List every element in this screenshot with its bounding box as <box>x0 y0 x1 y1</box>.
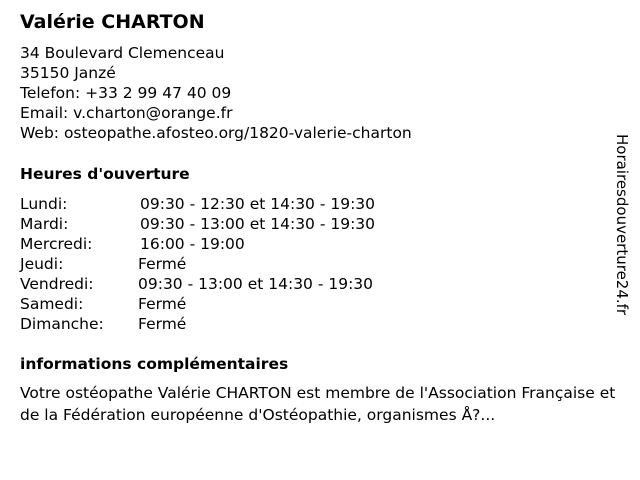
day-label: Samedi: <box>20 295 84 313</box>
time-value: Fermé <box>138 315 187 333</box>
time-value: 16:00 - 19:00 <box>140 235 245 253</box>
hours-row-thursday <box>20 254 440 274</box>
phone-line: Telefon: +33 2 99 47 40 09 <box>20 84 232 102</box>
hours-row-friday <box>20 274 440 294</box>
street-address: 34 Boulevard Clemenceau <box>20 44 225 62</box>
day-label: Mardi: <box>20 215 69 233</box>
day-label: Mercredi: <box>20 235 93 253</box>
hours-row-tuesday <box>20 214 440 234</box>
hours-row-sunday <box>20 314 440 334</box>
city-address: 35150 Janzé <box>20 64 116 82</box>
web-line: Web: osteopathe.afosteo.org/1820-valerie-charton <box>20 124 412 142</box>
info-description: Votre ostéopathe Valérie CHARTON est membre de l'Association Française et de la Fédération européenne d'Ostéopathie, organismes Å?... <box>20 384 616 424</box>
hours-row-saturday <box>20 294 440 314</box>
time-value: 09:30 - 13:00 et 14:30 - 19:30 <box>140 215 376 233</box>
email-line: Email: v.charton@orange.fr <box>20 104 233 122</box>
site-watermark: Horairesdouverture24.fr <box>613 134 631 316</box>
time-value: Fermé <box>138 255 187 273</box>
time-value: Fermé <box>138 295 187 313</box>
address-block <box>20 43 412 143</box>
hours-row-wednesday <box>20 234 440 254</box>
day-label: Vendredi: <box>20 275 94 293</box>
time-value: 09:30 - 12:30 et 14:30 - 19:30 <box>140 195 376 213</box>
page-title: Valérie CHARTON <box>20 11 205 33</box>
day-label: Lundi: <box>20 195 68 213</box>
hours-table <box>20 194 440 334</box>
hours-row-monday <box>20 194 440 214</box>
info-heading: informations complémentaires <box>20 355 289 373</box>
day-label: Jeudi: <box>20 255 64 273</box>
day-label: Dimanche: <box>20 315 104 333</box>
time-value: 09:30 - 13:00 et 14:30 - 19:30 <box>138 275 374 293</box>
hours-heading: Heures d'ouverture <box>20 165 190 183</box>
